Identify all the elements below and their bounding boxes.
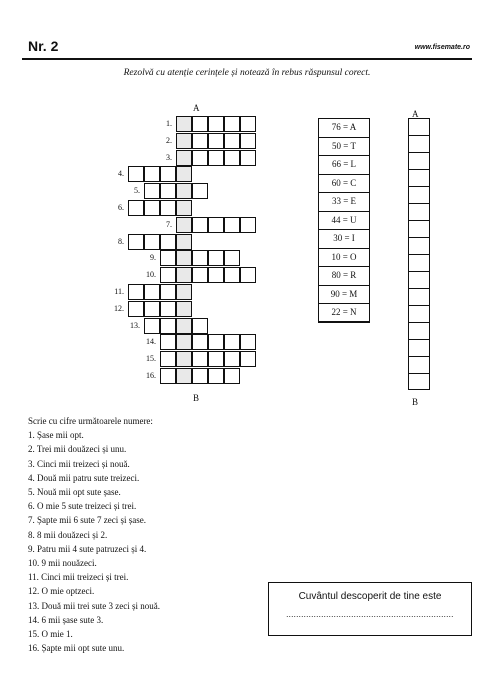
crossword-cell[interactable] (208, 133, 224, 149)
crossword-cell[interactable] (192, 183, 208, 199)
code-entry: 30 = I (318, 229, 370, 248)
crossword-cell[interactable] (160, 284, 176, 300)
crossword-cell[interactable] (224, 150, 240, 166)
worksheet-number: Nr. 2 (28, 38, 59, 54)
answer-strip-cell[interactable] (408, 356, 430, 373)
task-item: 16. Șapte mii opt sute unu. (28, 643, 125, 654)
crossword-cell[interactable] (128, 200, 144, 216)
row-number: 14. (146, 337, 156, 347)
crossword-cell[interactable] (192, 318, 208, 334)
key-column-cell[interactable] (176, 351, 192, 367)
key-column-cell[interactable] (176, 150, 192, 166)
key-column-cell[interactable] (176, 301, 192, 317)
task-heading: Scrie cu cifre următoarele numere: (28, 416, 153, 426)
key-column-cell[interactable] (176, 200, 192, 216)
key-column-cell[interactable] (176, 183, 192, 199)
row-number: 4. (118, 169, 124, 179)
crossword-cell[interactable] (160, 334, 176, 350)
task-item: 8. 8 mii douăzeci și 2. (28, 529, 108, 540)
result-title: Cuvântul descoperit de tine este (298, 591, 442, 602)
crossword-cell[interactable] (224, 334, 240, 350)
crossword-cell[interactable] (160, 318, 176, 334)
crossword-cell[interactable] (192, 133, 208, 149)
site-url: www.fisemate.ro (414, 44, 470, 51)
task-item: 7. Șapte mii 6 sute 7 zeci și șase. (28, 515, 146, 526)
task-item: 13. Două mii trei sute 3 zeci și nouă. (28, 600, 160, 611)
crossword-cell[interactable] (160, 368, 176, 384)
crossword-cell[interactable] (192, 250, 208, 266)
row-number: 3. (166, 152, 172, 162)
task-item: 11. Cinci mii treizeci și trei. (28, 572, 129, 583)
key-column-cell[interactable] (176, 166, 192, 182)
row-number: 11. (114, 287, 124, 296)
task-item: 5. Nouă mii opt sute șase. (28, 487, 121, 498)
crossword-cell[interactable] (160, 250, 176, 266)
crossword-cell[interactable] (144, 166, 160, 182)
strip-label-top: A (412, 109, 419, 119)
answer-strip-cell[interactable] (408, 203, 430, 220)
row-number: 15. (146, 354, 156, 364)
crossword-cell[interactable] (224, 133, 240, 149)
crossword-cell[interactable] (224, 351, 240, 367)
crossword-cell[interactable] (160, 301, 176, 317)
row-number: 12. (114, 303, 124, 313)
crossword-cell[interactable] (144, 318, 160, 334)
result-box (268, 582, 472, 636)
crossword-cell[interactable] (208, 368, 224, 384)
key-column-cell[interactable] (176, 318, 192, 334)
crossword-cell[interactable] (128, 284, 144, 300)
crossword-cell[interactable] (128, 234, 144, 250)
task-item: 12. O mie optzeci. (28, 586, 95, 597)
key-column-cell[interactable] (176, 133, 192, 149)
task-list (28, 414, 160, 655)
row-number: 10. (146, 270, 156, 280)
crossword-cell[interactable] (208, 351, 224, 367)
answer-strip-cell[interactable] (408, 339, 430, 356)
code-entry: 80 = R (318, 266, 370, 285)
answer-strip-cell[interactable] (408, 220, 430, 237)
answer-strip-cell[interactable] (408, 322, 430, 339)
answer-line[interactable]: ................................................................... (286, 610, 454, 619)
crossword-cell[interactable] (192, 334, 208, 350)
crossword-cell[interactable] (144, 200, 160, 216)
crossword-cell[interactable] (240, 334, 256, 350)
crossword-cell[interactable] (192, 368, 208, 384)
answer-strip (408, 118, 430, 390)
crossword-cell[interactable] (144, 284, 160, 300)
code-entry: 66 = L (318, 155, 370, 174)
task-item: 15. O mie 1. (28, 629, 73, 640)
task-item: 1. Șase mii opt. (28, 430, 84, 441)
crossword-cell[interactable] (240, 351, 256, 367)
task-item: 14. 6 mii șase sute 3. (28, 614, 104, 625)
task-item: 6. O mie 5 sute treizeci și trei. (28, 501, 137, 512)
crossword-cell[interactable] (160, 166, 176, 182)
crossword-cell[interactable] (160, 234, 176, 250)
answer-strip-cell[interactable] (408, 237, 430, 254)
task-item: 2. Trei mii douăzeci și unu. (28, 444, 127, 455)
key-column-cell[interactable] (176, 250, 192, 266)
code-entry: 44 = U (318, 211, 370, 230)
crossword-cell[interactable] (224, 368, 240, 384)
crossword-cell[interactable] (160, 267, 176, 283)
crossword-cell[interactable] (160, 183, 176, 199)
answer-strip-cell[interactable] (408, 152, 430, 169)
answer-strip-cell[interactable] (408, 271, 430, 288)
key-column-cell[interactable] (176, 368, 192, 384)
row-number: 9. (150, 253, 156, 263)
answer-strip-cell[interactable] (408, 305, 430, 322)
crossword-cell[interactable] (208, 150, 224, 166)
crossword-cell[interactable] (208, 250, 224, 266)
answer-strip-cell[interactable] (408, 254, 430, 271)
row-number: 2. (166, 135, 172, 145)
key-column-cell[interactable] (176, 234, 192, 250)
instruction-text: Rezolvă cu atenție cerințele și notează în rebus răspunsul corect. (123, 68, 371, 78)
crossword-cell[interactable] (240, 116, 256, 132)
answer-strip-cell[interactable] (408, 135, 430, 152)
crossword-cell[interactable] (208, 334, 224, 350)
answer-strip-cell[interactable] (408, 373, 430, 390)
crossword-cell[interactable] (224, 116, 240, 132)
crossword-cell[interactable] (240, 150, 256, 166)
crossword-cell[interactable] (224, 250, 240, 266)
row-number: 13. (130, 320, 140, 330)
crossword-cell[interactable] (224, 267, 240, 283)
column-label-top: A (193, 103, 200, 113)
row-number: 8. (118, 236, 124, 246)
code-entry: 10 = O (318, 248, 370, 267)
task-item: 10. 9 mii nouăzeci. (28, 558, 97, 569)
code-entry: 50 = T (318, 137, 370, 156)
task-item: 3. Cinci mii treizeci și nouă. (28, 458, 130, 469)
answer-strip-cell[interactable] (408, 169, 430, 186)
crossword-cell[interactable] (240, 267, 256, 283)
crossword-cell[interactable] (192, 116, 208, 132)
code-table (318, 118, 370, 323)
crossword-cell[interactable] (144, 234, 160, 250)
crossword-cell[interactable] (192, 150, 208, 166)
code-entry: 22 = N (318, 303, 370, 322)
crossword-cell[interactable] (240, 217, 256, 233)
key-column-cell[interactable] (176, 334, 192, 350)
answer-strip-cell[interactable] (408, 186, 430, 203)
row-number: 6. (118, 203, 124, 212)
row-number: 5. (134, 186, 140, 196)
key-column-cell[interactable] (176, 284, 192, 300)
key-column-cell[interactable] (176, 267, 192, 283)
crossword-cell[interactable] (128, 166, 144, 182)
key-column-cell[interactable] (176, 217, 192, 233)
code-entry: 90 = M (318, 285, 370, 304)
crossword-cell[interactable] (208, 267, 224, 283)
crossword-cell[interactable] (160, 200, 176, 216)
row-number: 1. (166, 119, 172, 128)
code-entry: 60 = C (318, 174, 370, 193)
answer-strip-cell[interactable] (408, 288, 430, 305)
crossword-cell[interactable] (192, 351, 208, 367)
crossword-cell[interactable] (160, 351, 176, 367)
strip-label-bottom: B (412, 397, 419, 407)
task-item: 9. Patru mii 4 sute patruzeci și 4. (28, 543, 147, 554)
task-item: 4. Două mii patru sute treizeci. (28, 472, 140, 483)
code-entry: 33 = E (318, 192, 370, 211)
crossword-cell[interactable] (128, 301, 144, 317)
crossword-cell[interactable] (144, 183, 160, 199)
crossword-cell[interactable] (144, 301, 160, 317)
column-label-bottom: B (193, 393, 200, 403)
crossword-cell[interactable] (192, 217, 208, 233)
row-number: 16. (146, 371, 156, 380)
crossword-cell[interactable] (192, 267, 208, 283)
crossword-cell[interactable] (224, 217, 240, 233)
row-number: 7. (166, 219, 172, 229)
key-column-cell[interactable] (176, 116, 192, 132)
crossword-cell[interactable] (240, 133, 256, 149)
code-entry: 76 = A (318, 118, 370, 137)
answer-strip-cell[interactable] (408, 118, 430, 135)
crossword-cell[interactable] (208, 116, 224, 132)
crossword-cell[interactable] (208, 217, 224, 233)
